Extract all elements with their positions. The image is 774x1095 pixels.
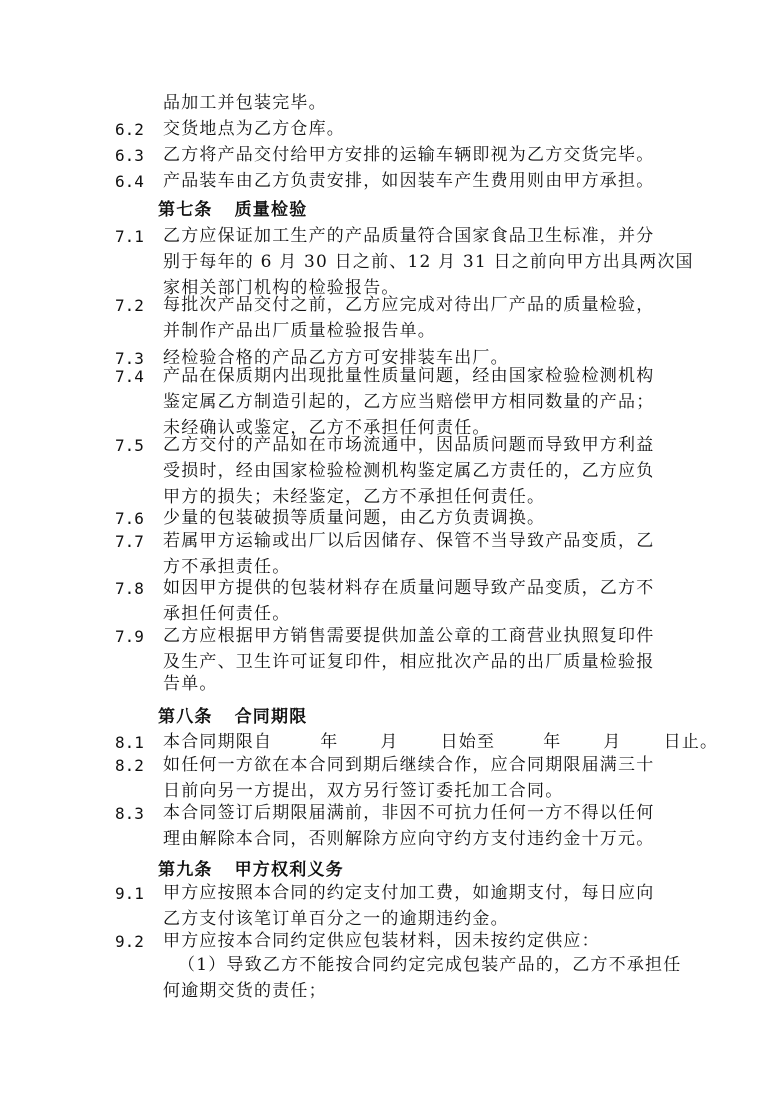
clause-number: 8.1 [115, 733, 144, 752]
clause-number: 8.2 [115, 756, 144, 775]
sub-clause-text: 何逾期交货的责任； [163, 981, 327, 1001]
clause-text: 承担任何责任。 [163, 604, 291, 624]
clause-text: 如因甲方提供的包装材料存在质量问题导致产品变质，乙方不 [163, 578, 655, 598]
section-number: 第八条 [158, 707, 213, 727]
term-clause-text [163, 730, 718, 755]
clause-text: 鉴定属乙方制造引起的，乙方应当赔偿甲方相同数量的产品； [163, 392, 655, 412]
section-title: 合同期限 [234, 707, 308, 727]
clause-text: 乙方将产品交付给甲方安排的运输车辆即视为乙方交货完毕。 [163, 145, 655, 165]
clause-number: 7.5 [115, 436, 144, 455]
clause-text: 并制作产品出厂质量检验报告单。 [163, 321, 436, 341]
section-number: 第七条 [158, 200, 213, 220]
clause-number: 7.1 [115, 227, 144, 246]
clause-text: 及生产、卫生许可证复印件，相应批次产品的出厂质量检验报 [163, 652, 655, 672]
clause-text: 本合同签订后期限届满前，非因不可抗力任何一方不得以任何 [163, 803, 655, 823]
clause-text: 乙方支付该笔订单百分之一的逾期违约金。 [163, 909, 509, 929]
section-title: 质量检验 [234, 200, 308, 220]
clause-text: 日前向另一方提出，双方另行签订委托加工合同。 [163, 781, 564, 801]
section-heading [158, 198, 307, 223]
term-month: 月 [380, 732, 399, 752]
clause-text: 甲方应按本合同约定供应包装材料，因未按约定供应： [163, 931, 600, 951]
clause-number: 7.3 [115, 349, 144, 368]
clause-number: 7.7 [115, 532, 144, 551]
term-year: 年 [320, 732, 339, 752]
clause-text: 乙方交付的产品如在市场流通中，因品质问题而导致甲方利益 [163, 435, 655, 455]
clause-text: 产品装车由乙方负责安排，如因装车产生费用则由甲方承担。 [163, 171, 655, 191]
clause-text: 如任何一方欲在本合同到期后继续合作，应合同期限届满三十 [163, 755, 655, 775]
clause-number: 8.3 [115, 804, 144, 823]
clause-number: 6.2 [115, 120, 144, 139]
clause-number: 7.4 [115, 367, 144, 386]
section-title: 甲方权利义务 [234, 860, 344, 880]
section-heading [158, 858, 344, 883]
clause-text: 乙方应保证加工生产的产品质量符合国家食品卫生标准，并分 [163, 226, 655, 246]
section-heading [158, 705, 307, 730]
term-prefix: 本合同期限自 [163, 732, 273, 752]
clause-number: 6.3 [115, 146, 144, 165]
clause-text: 少量的包装破损等质量问题，由乙方负责调换。 [163, 508, 546, 528]
clause-text: 若属甲方运输或出厂以后因储存、保管不当导致产品变质，乙 [163, 531, 655, 551]
clause-text: 方不承担责任。 [163, 557, 291, 577]
term-end-month: 月 [603, 732, 622, 752]
sub-clause-text: （1）导致乙方不能按合同约定完成包装产品的，乙方不承担任 [178, 955, 682, 975]
clause-number: 9.1 [115, 884, 144, 903]
term-end-year: 年 [543, 732, 562, 752]
clause-text: 乙方应根据甲方销售需要提供加盖公章的工商营业执照复印件 [163, 626, 655, 646]
clause-number: 7.9 [115, 627, 144, 646]
clause-text: 甲方应按照本合同的约定支付加工费，如逾期支付，每日应向 [163, 883, 655, 903]
clause-number: 7.6 [115, 509, 144, 528]
clause-text: 家相关部门机构的检验报告。 [163, 278, 400, 298]
clause-text: 产品在保质期内出现批量性质量问题，经由国家检验检测机构 [163, 366, 655, 386]
clause-number: 7.8 [115, 579, 144, 598]
clause-text: 甲方的损失；未经鉴定，乙方不承担任何责任。 [163, 487, 546, 507]
clause-text: 告单。 [163, 674, 218, 694]
clause-text: 理由解除本合同，否则解除方应向守约方支付违约金十万元。 [163, 829, 655, 849]
clause-text: 别于每年的 6 月 30 日之前、12 月 31 日之前向甲方出具两次国 [163, 252, 694, 272]
term-start-day: 日始至 [440, 732, 496, 752]
clause-text: 交货地点为乙方仓库。 [163, 119, 345, 139]
clause-text: 经检验合格的产品乙方方可安排装车出厂。 [163, 348, 509, 368]
term-end-day: 日止。 [663, 732, 719, 752]
clause-text: 每批次产品交付之前，乙方应完成对待出厂产品的质量检验， [163, 295, 655, 315]
paragraph-line: 品加工并包装完毕。 [163, 93, 327, 113]
section-number: 第九条 [158, 860, 213, 880]
clause-number: 6.4 [115, 172, 144, 191]
clause-number: 7.2 [115, 296, 144, 315]
clause-number: 9.2 [115, 932, 144, 951]
clause-text: 受损时，经由国家检验检测机构鉴定属乙方责任的，乙方应负 [163, 461, 655, 481]
clause-text: 未经确认或鉴定，乙方不承担任何责任。 [163, 418, 491, 438]
